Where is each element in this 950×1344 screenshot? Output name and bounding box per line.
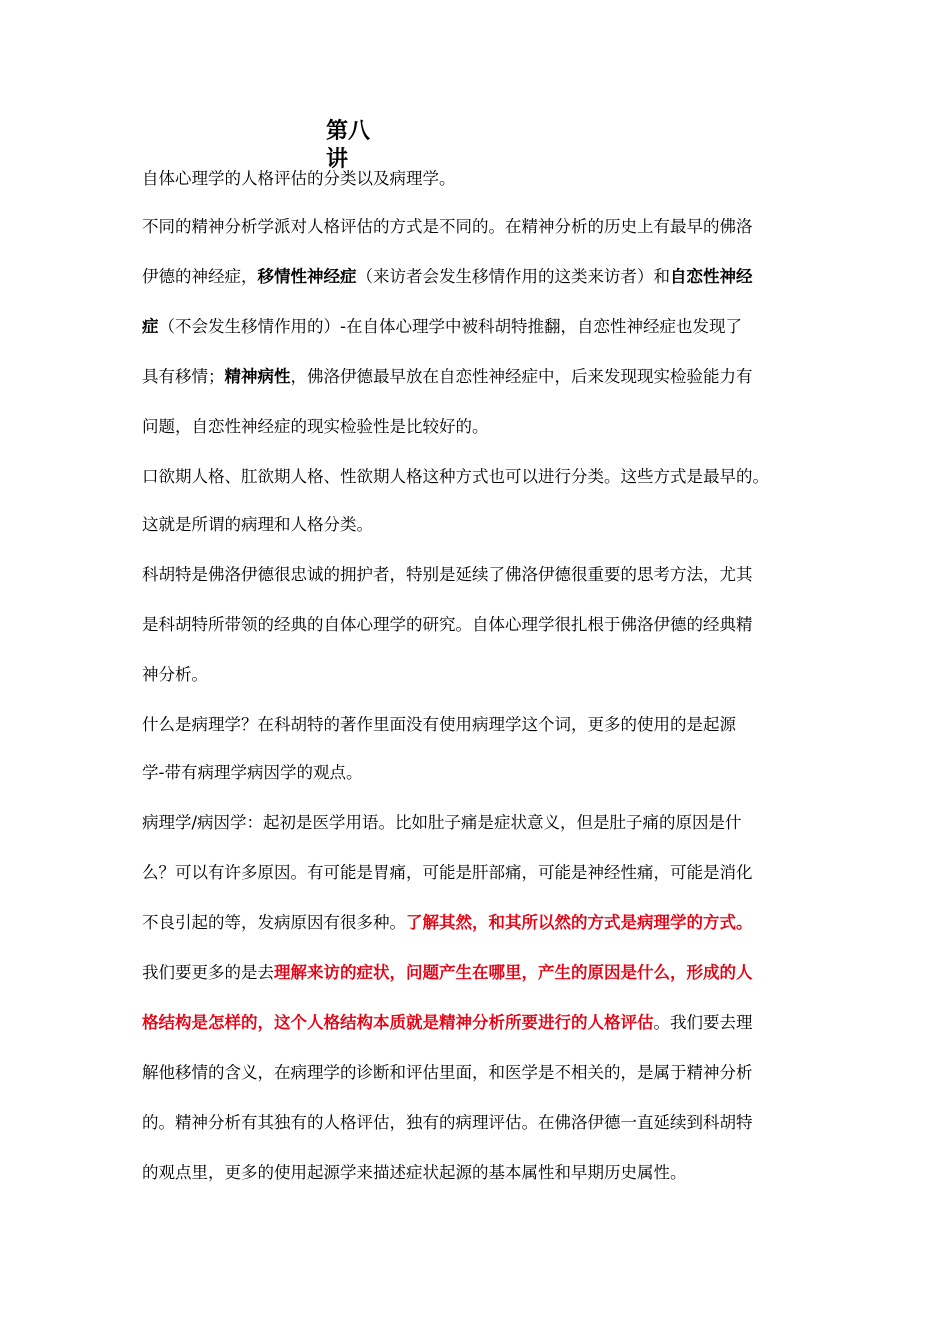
text-line (142, 1112, 753, 1134)
bold-text: 症 (142, 317, 159, 336)
text-line (142, 762, 362, 784)
bold-text: 精神病性 (224, 367, 291, 386)
text-line (142, 366, 753, 388)
text-segment: 具有移情； (142, 367, 225, 386)
bold-text: 移情性神经症 (257, 267, 357, 286)
text-segment: 口欲期人格、肛欲期人格、性欲期人格这种方式也可以进行分类。这些方式是最早的。 (142, 467, 769, 486)
text-line (142, 316, 742, 338)
text-line (142, 912, 753, 934)
text-segment: （来访者会发生移情作用的这类来访者）和 (356, 267, 670, 286)
text-segment: 是科胡特所带领的经典的自体心理学的研究。自体心理学很扎根于佛洛伊德的经典精 (142, 615, 753, 634)
text-segment: 我们要更多的是去 (142, 963, 274, 982)
text-line (142, 564, 753, 586)
text-line (142, 514, 373, 536)
text-segment: 问题，自恋性神经症的现实检验性是比较好的。 (142, 417, 489, 436)
bold-text: 自恋性神经 (670, 267, 753, 286)
text-line (142, 466, 769, 488)
text-segment: 不同的精神分析学派对人格评估的方式是不同的。在精神分析的历史上有最早的佛洛 (142, 217, 753, 236)
text-line (142, 1012, 753, 1034)
text-line (142, 962, 753, 984)
highlighted-text: 格结构是怎样的，这个人格结构本质就是精神分析所要进行的人格评估 (142, 1013, 654, 1032)
text-segment: 的。精神分析有其独有的人格评估，独有的病理评估。在佛洛伊德一直延续到科胡特 (142, 1113, 753, 1132)
text-line (142, 168, 456, 190)
text-segment: （不会发生移情作用的）-在自体心理学中被科胡特推翻，自恋性神经症也发现了 (158, 317, 742, 336)
text-segment: 病理学/病因学：起初是医学用语。比如肚子痛是症状意义，但是肚子痛的原因是什 (142, 813, 742, 832)
text-line (142, 216, 753, 238)
text-segment: 学-带有病理学病因学的观点。 (142, 763, 363, 782)
text-segment: 伊德的神经症， (142, 267, 258, 286)
text-line (142, 714, 736, 736)
text-segment: 什么是病理学？在科胡特的著作里面没有使用病理学这个词，更多的使用的是起源 (142, 715, 736, 734)
text-segment: 么？可以有许多原因。有可能是胃痛，可能是肝部痛，可能是神经性痛，可能是消化 (142, 863, 753, 882)
text-segment: 。我们要去理 (653, 1013, 753, 1032)
text-line (142, 664, 208, 686)
text-segment: 自体心理学的人格评估的分类以及病理学。 (142, 169, 456, 188)
text-line (142, 812, 742, 834)
text-line (142, 614, 753, 636)
text-line (142, 1062, 753, 1084)
text-line (142, 416, 489, 438)
page-title: 第八讲 (326, 119, 371, 172)
text-segment: ，佛洛伊德最早放在自恋性神经症中，后来发现现实检验能力有 (290, 367, 753, 386)
text-segment: 神分析。 (142, 665, 208, 684)
text-segment: 这就是所谓的病理和人格分类。 (142, 515, 373, 534)
text-segment: 解他移情的含义，在病理学的诊断和评估里面，和医学是不相关的，是属于精神分析 (142, 1063, 753, 1082)
text-segment: 不良引起的等，发病原因有很多种。 (142, 913, 406, 932)
highlighted-text: 理解来访的症状，问题产生在哪里，产生的原因是什么，形成的人 (274, 963, 753, 982)
text-segment: 科胡特是佛洛伊德很忠诚的拥护者，特别是延续了佛洛伊德很重要的思考方法，尤其 (142, 565, 753, 584)
text-line (142, 266, 753, 288)
highlighted-text: 了解其然，和其所以然的方式是病理学的方式。 (406, 913, 753, 932)
text-line (142, 1162, 687, 1184)
text-segment: 的观点里，更多的使用起源学来描述症状起源的基本属性和早期历史属性。 (142, 1163, 687, 1182)
text-line (142, 862, 753, 884)
